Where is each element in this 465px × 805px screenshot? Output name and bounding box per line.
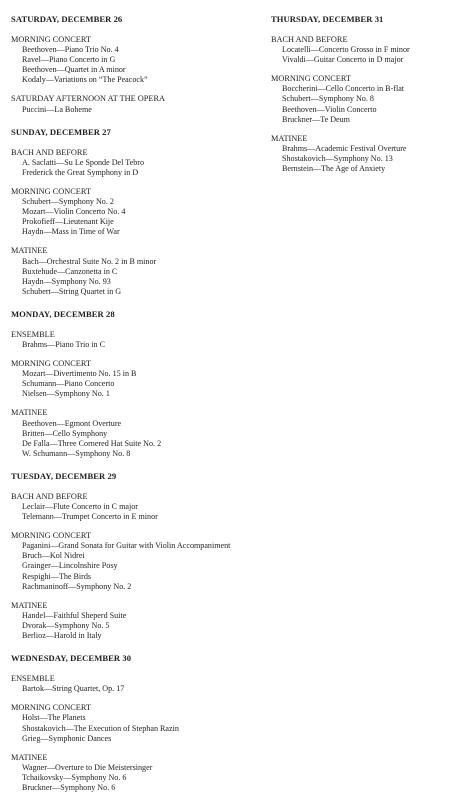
piece-item: Dvorak—Symphony No. 5 <box>22 620 110 630</box>
section-title: MATINEE <box>11 752 48 762</box>
piece-list <box>11 158 256 178</box>
piece-item: Frederick the Great Symphony in D <box>22 167 139 177</box>
piece-item: Rachmaninoff—Symphony No. 2 <box>22 581 132 591</box>
program-section-morning-concert <box>11 359 256 399</box>
piece-item: Vivaldi—Guitar Concerto in D major <box>282 55 404 65</box>
piece-item: Schubert—Symphony No. 8 <box>282 94 374 104</box>
piece-item: Brahms—Piano Trio in C <box>22 339 105 349</box>
section-title: MORNING CONCERT <box>11 35 91 44</box>
section-title: MATINEE <box>11 600 48 610</box>
piece-item: Tchaikovsky—Symphony No. 6 <box>22 772 127 782</box>
piece-list <box>11 105 256 115</box>
piece-item: Bruch—Kol Nidrei <box>22 551 85 561</box>
piece-item: Kodaly—Variations on “The Peacock” <box>22 75 148 85</box>
piece-item: Holst—The Planets <box>22 713 86 723</box>
piece-list <box>11 197 256 237</box>
piece-list <box>11 369 256 399</box>
section-title: BACH AND BEFORE <box>11 147 88 157</box>
program-section-ensemble <box>11 674 256 694</box>
program-section-morning-concert <box>11 531 256 592</box>
piece-item: Prokofieff—Lieutenant Kije <box>22 217 114 227</box>
piece-list <box>11 763 256 793</box>
section-title: MORNING CONCERT <box>271 74 351 84</box>
piece-list <box>11 419 256 459</box>
right-column <box>271 14 461 186</box>
piece-item: Bernstein—The Age of Anxiety <box>282 164 386 174</box>
piece-list <box>11 713 256 743</box>
piece-list <box>271 84 461 124</box>
piece-list <box>11 502 256 522</box>
program-section-morning-concert <box>11 35 256 85</box>
piece-list <box>11 611 256 641</box>
program-section-matinee <box>11 408 256 458</box>
piece-item: A. Saclatti—Su Le Sponde Del Tebro <box>22 157 145 167</box>
day-heading: WEDNESDAY, DECEMBER 30 <box>11 653 132 664</box>
piece-item: Grainger—Lincolnshire Posy <box>22 561 118 571</box>
piece-list <box>11 684 256 694</box>
piece-item: Respighi—The Birds <box>22 571 92 581</box>
program-section-matinee <box>11 601 256 641</box>
piece-item: Telemann—Trumpet Concerto in E minor <box>22 512 158 522</box>
piece-item: Mozart—Divertimento No. 15 in B <box>22 369 137 379</box>
program-section-morning-concert <box>11 703 256 743</box>
section-title: ENSEMBLE <box>11 329 55 339</box>
program-section-morning-concert <box>271 74 461 124</box>
day-block-tuesday-december-29 <box>11 471 256 641</box>
piece-item: Schubert—String Quartet in G <box>22 286 122 296</box>
program-section-bach-and-before <box>11 148 256 178</box>
program-section-matinee <box>11 753 256 793</box>
day-heading: SATURDAY, DECEMBER 26 <box>11 14 123 24</box>
piece-item: Bruckner—Te Deum <box>282 114 350 124</box>
piece-item: Berlioz—Harold in Italy <box>22 631 102 641</box>
section-title: MORNING CONCERT <box>11 531 91 541</box>
program-section-bach-and-before <box>271 35 461 65</box>
piece-item: Bartok—String Quartet, Op. 17 <box>22 684 125 694</box>
day-heading: THURSDAY, DECEMBER 31 <box>271 14 384 24</box>
piece-item: Buxtehude—Canzonetta in C <box>22 266 118 276</box>
program-section-matinee <box>271 134 461 174</box>
piece-list <box>11 541 256 591</box>
section-title: MATINEE <box>271 133 308 143</box>
piece-item: Schumann—Piano Concerto <box>22 379 115 389</box>
piece-item: W. Schumann—Symphony No. 8 <box>22 448 131 458</box>
piece-item: Paganini—Grand Sonata for Guitar with Violin Accompaniment <box>22 541 231 551</box>
program-section-bach-and-before <box>11 492 256 522</box>
piece-list <box>11 257 256 297</box>
piece-item: Handel—Faithful Sheperd Suite <box>22 610 127 620</box>
section-title: MORNING CONCERT <box>11 703 91 713</box>
piece-item: Locatelli—Concerto Grosso in F minor <box>282 45 410 55</box>
piece-list <box>271 144 461 174</box>
piece-list <box>11 340 256 350</box>
piece-item: Beethoven—Violin Concerto <box>282 104 377 114</box>
piece-item: Brahms—Academic Festival Overture <box>282 143 407 153</box>
piece-item: Beethoven—Piano Trio No. 4 <box>22 45 119 55</box>
day-heading: MONDAY, DECEMBER 28 <box>11 308 115 319</box>
program-section-matinee <box>11 246 256 296</box>
day-block-saturday-december-26 <box>11 14 256 115</box>
piece-item: Haydn—Symphony No. 93 <box>22 276 111 286</box>
piece-list <box>271 45 461 65</box>
piece-item: Bach—Orchestral Suite No. 2 in B minor <box>22 256 157 266</box>
section-title: MORNING CONCERT <box>11 359 91 369</box>
piece-item: Grieg—Symphonic Dances <box>22 733 112 743</box>
section-title: ENSEMBLE <box>11 674 55 684</box>
program-section-morning-concert <box>11 187 256 237</box>
section-title: MATINEE <box>11 408 48 418</box>
piece-item: Shostakovich—Symphony No. 13 <box>282 153 393 163</box>
section-title: MORNING CONCERT <box>11 186 91 196</box>
program-section-saturday-afternoon-at-the-opera <box>11 94 256 114</box>
piece-item: Nielsen—Symphony No. 1 <box>22 389 110 399</box>
left-column <box>11 14 256 805</box>
piece-list <box>11 45 256 85</box>
piece-item: Leclair—Flute Concerto in C major <box>22 502 138 511</box>
piece-item: Schubert—Symphony No. 2 <box>22 197 114 207</box>
day-block-sunday-december-27 <box>11 127 256 297</box>
day-block-monday-december-28 <box>11 309 256 459</box>
day-heading: TUESDAY, DECEMBER 29 <box>11 470 117 481</box>
section-title: BACH AND BEFORE <box>11 491 88 501</box>
piece-item: Boccherini—Cello Concerto in B-flat <box>282 84 405 94</box>
piece-item: Beethoven—Egmont Overture <box>22 418 122 428</box>
section-title: SATURDAY AFTERNOON AT THE OPERA <box>11 94 165 104</box>
day-block-thursday-december-31 <box>271 14 461 174</box>
piece-item: Beethoven—Quartet in A minor <box>22 65 126 75</box>
piece-item: Bruckner—Symphony No. 6 <box>22 782 116 792</box>
piece-item: Haydn—Mass in Time of War <box>22 227 120 237</box>
piece-item: De Falla—Three Cornered Hat Suite No. 2 <box>22 438 162 448</box>
piece-item: Mozart—Violin Concerto No. 4 <box>22 207 126 217</box>
piece-item: Puccini—La Boheme <box>22 104 92 114</box>
piece-item: Britten—Cello Symphony <box>22 428 108 438</box>
day-heading: SUNDAY, DECEMBER 27 <box>11 126 111 137</box>
piece-item: Shostakovich—The Execution of Stephan Razin <box>22 723 179 733</box>
piece-item: Wagner—Overture to Die Meistersinger <box>22 762 153 772</box>
section-title: BACH AND BEFORE <box>271 35 348 44</box>
section-title: MATINEE <box>11 246 48 256</box>
piece-item: Ravel—Piano Concerto in G <box>22 55 116 65</box>
day-block-wednesday-december-30 <box>11 653 256 793</box>
program-section-ensemble <box>11 330 256 350</box>
